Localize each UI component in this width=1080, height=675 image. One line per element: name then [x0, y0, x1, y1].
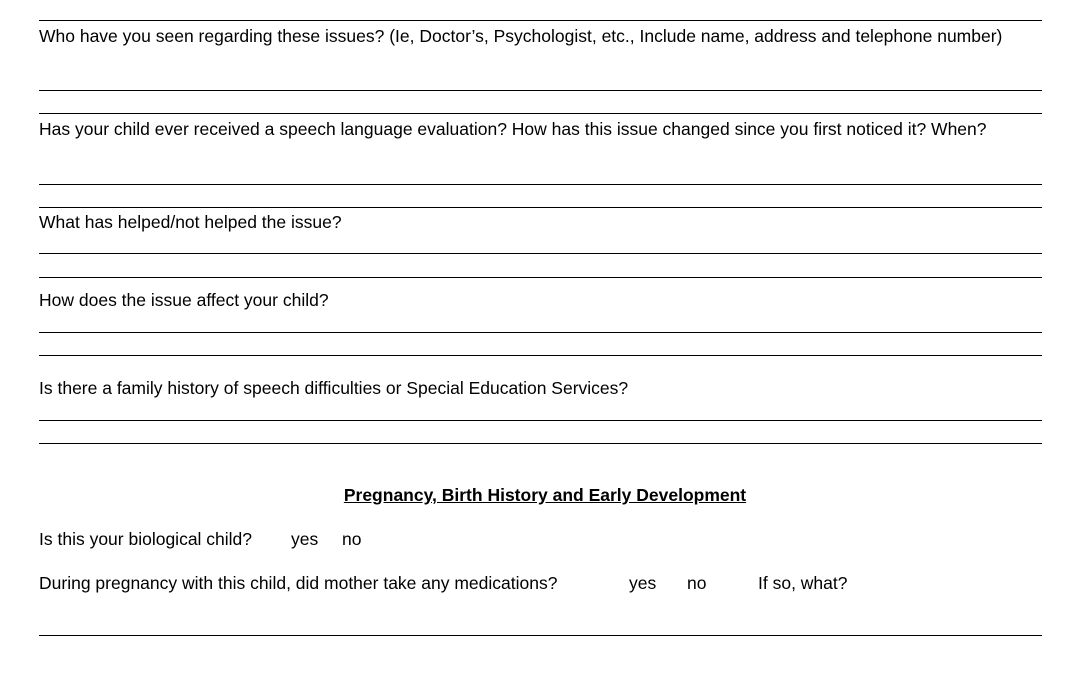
question-helped-not-helped: What has helped/not helped the issue?: [39, 212, 342, 232]
biological-yes-option[interactable]: yes: [291, 529, 319, 549]
medications-no-option[interactable]: no: [687, 573, 707, 593]
question-providers-seen: Who have you seen regarding these issues? (Ie, Doctor’s, Psychologist, etc., Include name, address and telephone number): [39, 26, 1003, 46]
answer-line[interactable]: [39, 253, 1042, 254]
medications-followup-label: If so, what?: [758, 573, 848, 593]
question-family-history: Is there a family history of speech difficulties or Special Education Services?: [39, 378, 629, 398]
medications-yes-option[interactable]: yes: [629, 573, 657, 593]
question-issue-affect: How does the issue affect your child?: [39, 290, 329, 310]
answer-line[interactable]: [39, 184, 1042, 185]
question-speech-evaluation: Has your child ever received a speech language evaluation? How has this issue changed since you first noticed it? When?: [39, 119, 987, 139]
answer-line[interactable]: [39, 113, 1042, 114]
section-title-text: Pregnancy, Birth History and Early Development: [343, 485, 747, 505]
answer-line[interactable]: [39, 90, 1042, 91]
answer-line[interactable]: [39, 635, 1042, 636]
section-heading: [0, 484, 1080, 506]
biological-no-option[interactable]: no: [342, 529, 362, 549]
answer-line[interactable]: [39, 443, 1042, 444]
answer-line[interactable]: [39, 20, 1042, 21]
answer-line[interactable]: [39, 355, 1042, 356]
question-biological-child: Is this your biological child?: [39, 529, 253, 549]
answer-line[interactable]: [39, 420, 1042, 421]
answer-line[interactable]: [39, 277, 1042, 278]
answer-line[interactable]: [39, 332, 1042, 333]
answer-line[interactable]: [39, 207, 1042, 208]
question-pregnancy-medications: During pregnancy with this child, did mother take any medications?: [39, 573, 558, 593]
